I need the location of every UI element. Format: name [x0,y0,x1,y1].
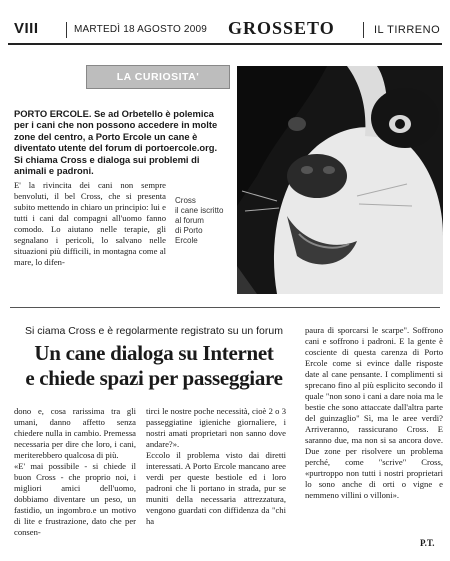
author-initials: P.T. [420,538,435,548]
body-column-1: dono e, cosa rarissima tra gli umani, danno affetto senza chiedere nulla in cambio. Premessa necessaria per dire che loro, i cani, meriterebbero qualcosa di più. «E' mai possibile - si chiede il buon Cross - che proprio noi, i migliori amici dell'uomo, dobbiamo diventare un peso, un fastidio, un ingombro.e un motivo di lite e frustrazione, dato che per consen- [14,406,136,537]
header-divider [363,22,364,38]
page-header [8,18,442,48]
headline-line-2: e chiede spazi per passeggiare [25,366,283,390]
header-rule [8,43,442,45]
section-title: GROSSETO [228,18,335,38]
body-column-2: tirci le nostre poche necessità, cioè 2 o 3 passeggiatine igieniche giornaliere, i nostri amati proprietari non sanno dove andare?». Eccolo il problema visto dai diretti interessati. A Porto Ercole mancano aree verdi per queste bestiole ed i loro padroni che li portano in strada, pur se muniti della necessaria attrezzatura, vengono guardati con diffidenza da "chi ha [146,406,286,526]
kicker-label: LA CURIOSITA' [86,65,230,89]
lead-text: Se ad Orbetello è polemica per i cani che non possono accedere in molte zone del centro, a Porto Ercole un cane è diventato utente del forum di portoercole.org. Si chiama Cross e dialoga sui problemi di animali e padroni. [14,108,218,177]
dog-illustration [237,66,443,294]
header-divider [66,22,67,38]
body-column-3: paura di sporcarsi le scarpe". Soffrono cani e soffrono i padroni. E la gente è cosciente di questa carenza di Porto Ercole come si evince dalle risposte date al cane pensante. I complimenti si sprecano fino al più esplicito secondo il quale "non sono i cani a dare noia ma le bestie che sono attaccate dall'altra parte del guinzaglio" Sì, ma le aree verdi? Arriveranno, rassicurano Cross. E saranno due, ma non si sa ancora dove. Due zone per risolvere un problema perché, come "scrive" Cross, «purtroppo non tutti i nostri proprietari lo sono anche di orti o vigne e nemmeno villini o villoni». [305,325,443,500]
newspaper-name: IL TIRRENO [374,24,441,36]
article-deck: Si ciama Cross e è regolarmente registrato su un forum [25,325,283,337]
section-divider [10,307,440,308]
photo-caption: Cross il cane iscritto al forum di Porto Ercole [175,196,224,245]
issue-date: MARTEDÌ 18 AGOSTO 2009 [74,24,207,35]
lead-paragraph [14,108,224,176]
headline-line-1: Un cane dialoga su Internet [34,341,274,365]
lead-place: PORTO ERCOLE. [14,108,92,119]
dog-photo [237,66,443,294]
article-headline [14,341,294,391]
article-column-1: E' la rivincita dei cani non sempre benvoluti, il bel Cross, che si presenta subito mettendo in chiaro un principio: lui e tutti i cani dal compagni all'uomo fanno comodo. Lo aiutano nelle terapie, gli segnalano i pericoli, lo salvano nelle situazioni più difficili, in montagna come al mare, lo difen- [14,180,166,267]
page-number: VIII [14,20,39,37]
